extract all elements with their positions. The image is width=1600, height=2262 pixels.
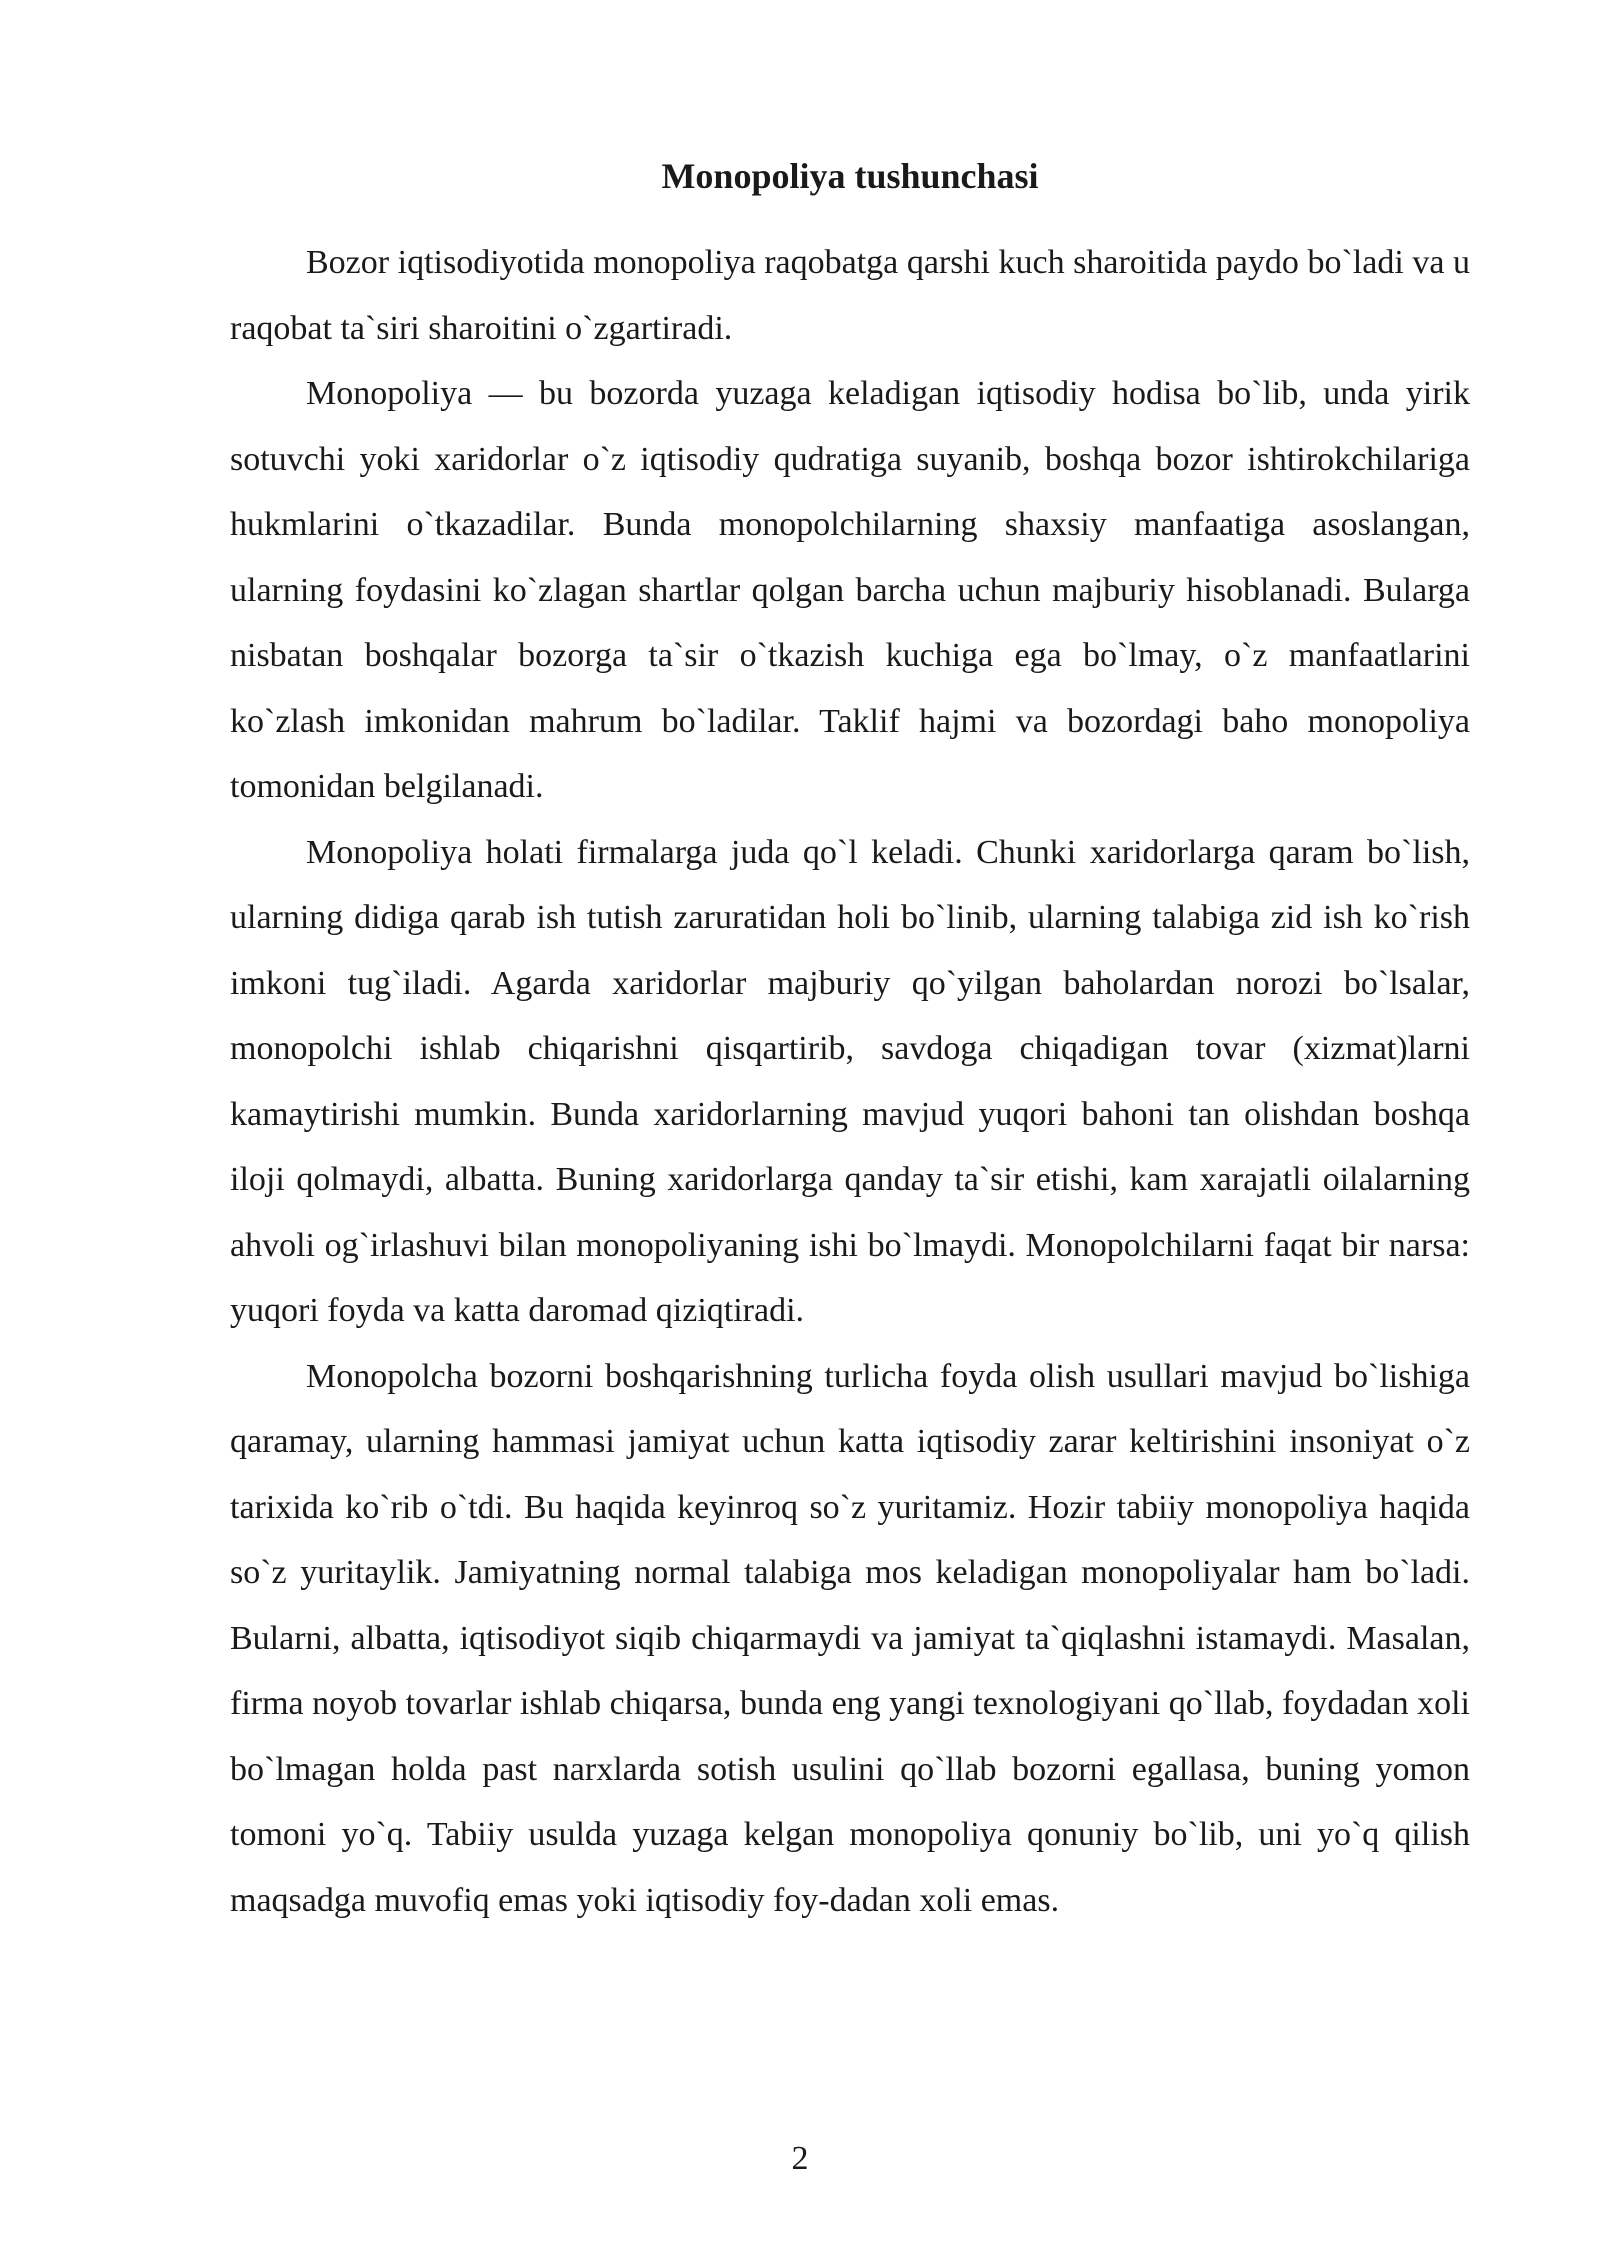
page-number: 2 bbox=[791, 2140, 809, 2177]
paragraph-2: Monopoliya — bu bozorda yuzaga keladigan iqtisodiy hodisa bo`lib, unda yirik sotuvchi yoki xaridorlar o`z iqtisodiy qudratiga suyanib, boshqa bozor ishtirokchilariga hukmlarini o`tkazadilar. Bunda monopolchilarning shaxsiy manfaatiga asoslangan, ularning foydasini ko`zlagan shartlar qolgan barcha uchun majburiy hisoblanadi. Bularga nisbatan boshqalar bozorga ta`sir o`tkazish kuchiga ega bo`lmay, o`z manfaatlarini ko`zlash imkonidan mahrum bo`ladilar. Taklif hajmi va bozordagi baho monopoliya tomonidan belgilanadi. bbox=[230, 375, 1470, 805]
document-title: Monopoliya tushunchasi bbox=[661, 156, 1039, 196]
paragraph-1: Bozor iqtisodiyotida monopoliya raqobatga qarshi kuch sharoitida paydo bo`ladi va u raqobat ta`siri sharoitini o`zgartiradi. bbox=[230, 244, 1470, 347]
document-body bbox=[230, 150, 1470, 1933]
paragraph-4: Monopolcha bozorni boshqarishning turlicha foyda olish usullari mavjud bo`lishiga qaramay, ularning hammasi jamiyat uchun katta iqtisodiy zarar keltirishini insoniyat o`z tarixida ko`rib o`tdi. Bu haqida keyinroq so`z yuritamiz. Hozir tabiiy monopoliya haqida so`z yuritaylik. Jamiyatning normal talabiga mos keladigan monopoliyalar ham bo`ladi. Bularni, albatta, iqtisodiyot siqib chiqarmaydi va jamiyat ta`qiqlashni istamaydi. Masalan, firma noyob tovarlar ishlab chiqarsa, bunda eng yangi texnologiyani qo`llab, foydadan xoli bo`lmagan holda past narxlarda sotish usulini qo`llab bozorni egallasa, buning yomon tomoni yo`q. Tabiiy usulda yuzaga kelgan monopoliya qonuniy bo`lib, uni yo`q qilish maqsadga muvofiq emas yoki iqtisodiy foy-dadan xoli emas. bbox=[230, 1357, 1470, 1919]
paragraph-3: Monopoliya holati firmalarga juda qo`l keladi. Chunki xaridorlarga qaram bo`lish, ularning didiga qarab ish tutish zaruratidan holi bo`linib, ularning talabiga zid ish ko`rish imkoni tug`iladi. Agarda xaridorlar majburiy qo`yilgan baholardan norozi bo`lsalar, monopolchi ishlab chiqarishni qisqartirib, savdoga chiqadigan tovar (xizmat)larni kamaytirishi mumkin. Bunda xaridorlarning mavjud yuqori bahoni tan olishdan boshqa iloji qolmaydi, albatta. Buning xaridorlarga qanday ta`sir etishi, kam xarajatli oilalarning ahvoli og`irlashuvi bilan monopoliyaning ishi bo`lmaydi. Monopolchilarni faqat bir narsa: yuqori foyda va katta daromad qiziqtiradi. bbox=[230, 833, 1470, 1329]
